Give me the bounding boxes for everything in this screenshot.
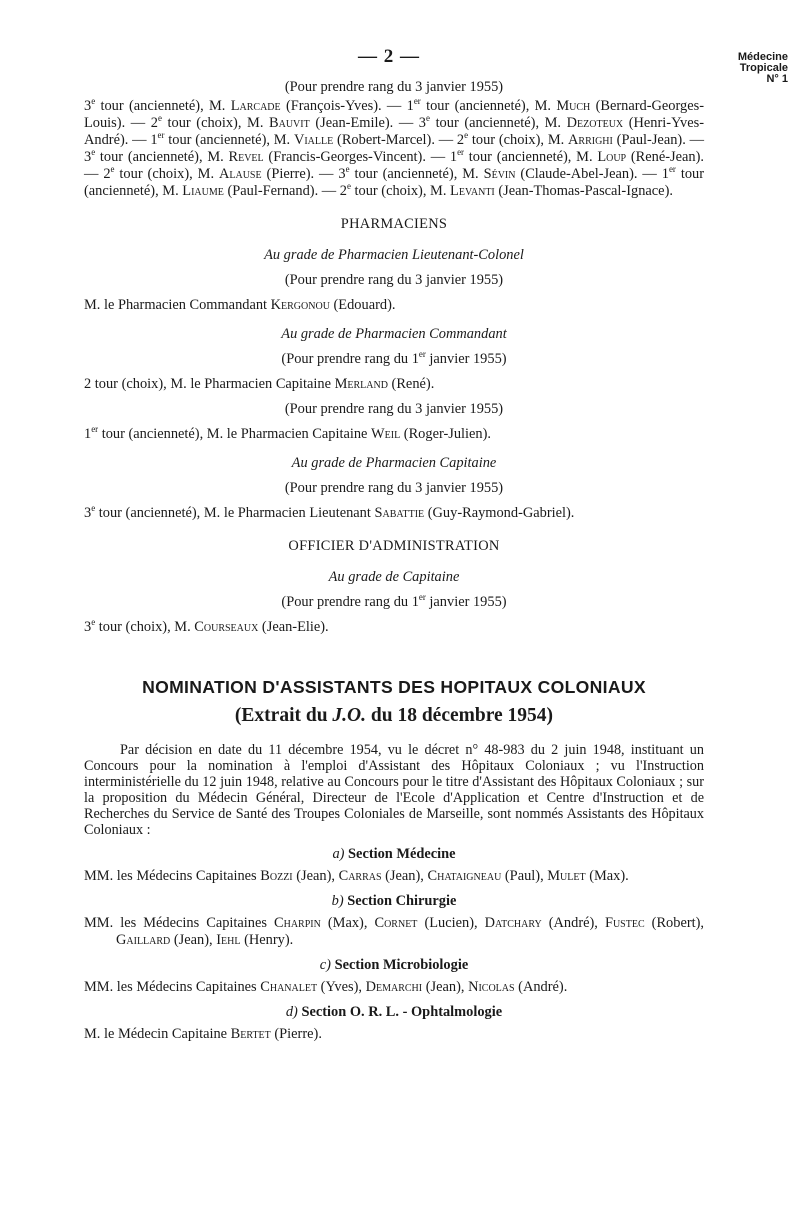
subsection-heading: c) Section Microbiologie	[319, 957, 469, 973]
subsection-heading: d) Section O. R. L. - Ophtalmologie	[285, 1004, 503, 1020]
subsection-names: MM. les Médecins Capitaines Charpin (Max), Cornet (Lucien), Datchary (André), Fustec (Robert), Gaillard (Jean), Iehl (Henry).	[84, 915, 705, 948]
rank-date: (Pour prendre rang du 3 janvier 1955)	[284, 79, 504, 95]
subsection-heading: b) Section Chirurgie	[331, 893, 457, 909]
nomination-line: 3e tour (choix), M. Courseaux (Jean-Elie).	[84, 617, 329, 635]
subsection-names: MM. les Médecins Capitaines Bozzi (Jean), Carras (Jean), Chataigneau (Paul), Mulet (Max).	[84, 868, 629, 884]
rank-date: (Pour prendre rang du 3 janvier 1955)	[284, 401, 504, 417]
rank-date: (Pour prendre rang du 3 janvier 1955)	[284, 480, 504, 496]
rank-date: (Pour prendre rang du 1er janvier 1955)	[281, 592, 507, 610]
page-content	[84, 79, 704, 1043]
subsection-heading: a) Section Médecine	[332, 846, 456, 862]
sections-list	[84, 846, 704, 1043]
journal-name-line1: Médecine	[737, 51, 788, 63]
intro-paragraph: Par décision en date du 11 décembre 1954, vu le décret n° 48-983 du 2 juin 1948, instituant un Concours pour la nomination à l'emploi d'Assistant des Hôpitaux Coloniaux ; vu l'Instruction interministérielle du 12 juin 1948, relative au Concours pour le titre d'Assistant des Hôpitaux Coloniaux ; sur la proposition du Médecin Général, Directeur de l'Ecole d'Application et Centre d'Instruction et de Recherches du Service de Santé des Troupes Coloniales de Marseille, sont nommés Assistants des Hôpitaux Coloniaux :	[84, 742, 704, 838]
article-subtitle: (Extrait du J.O. du 18 décembre 1954)	[234, 705, 554, 726]
subsection-names: M. le Médecin Capitaine Bertet (Pierre).	[84, 1026, 322, 1042]
rank-date: (Pour prendre rang du 3 janvier 1955)	[284, 272, 504, 288]
journal-issue: N° 1	[766, 73, 788, 85]
nomination-line: 1er tour (ancienneté), M. le Pharmacien Capitaine Weil (Roger-Julien).	[84, 424, 492, 442]
article-title: NOMINATION D'ASSISTANTS DES HOPITAUX COLONIAUX	[142, 677, 646, 697]
grade-heading: Au grade de Capitaine	[328, 569, 460, 585]
nomination-line: M. le Pharmacien Commandant Kergonou (Edouard).	[84, 297, 396, 313]
medecins-promotions-paragraph: 3e tour (ancienneté), M. Larcade (François-Yves). — 1er tour (ancienneté), M. Much (Bernard-Georges-Louis). — 2e tour (choix), M. Bauvit (Jean-Emile). — 3e tour (ancienneté), M. Dezoteux (Henri-Yves-André). — 1er tour (ancienneté), M. Vialle (Robert-Marcel). — 2e tour (choix), M. Arrighi (Paul-Jean). — 3e tour (ancienneté), M. Revel (Francis-Georges-Vincent). — 1er tour (ancienneté), M. Loup (René-Jean). — 2e tour (choix), M. Alause (Pierre). — 3e tour (ancienneté), M. Sévin (Claude-Abel-Jean). — 1er tour (ancienneté), M. Liaume (Paul-Fernand). — 2e tour (choix), M. Levanti (Jean-Thomas-Pascal-Ignace).	[84, 96, 705, 199]
grade-heading: Au grade de Pharmacien Lieutenant-Colonel	[264, 247, 524, 263]
grade-heading: Au grade de Pharmacien Capitaine	[291, 455, 497, 471]
journal-name-line2: Tropicale	[739, 62, 788, 74]
section-title-officier: OFFICIER D'ADMINISTRATION	[288, 538, 500, 554]
page-number: — 2 —	[358, 46, 420, 67]
nomination-line: 2 tour (choix), M. le Pharmacien Capitaine Merland (René).	[84, 376, 435, 392]
grade-heading: Au grade de Pharmacien Commandant	[281, 326, 507, 342]
rank-date: (Pour prendre rang du 1er janvier 1955)	[281, 349, 507, 367]
nomination-line: 3e tour (ancienneté), M. le Pharmacien Lieutenant Sabattie (Guy-Raymond-Gabriel).	[84, 503, 575, 521]
section-title-pharmaciens: PHARMACIENS	[340, 216, 448, 232]
subsection-names: MM. les Médecins Capitaines Chanalet (Yves), Demarchi (Jean), Nicolas (André).	[84, 979, 568, 995]
journal-header	[738, 52, 788, 85]
